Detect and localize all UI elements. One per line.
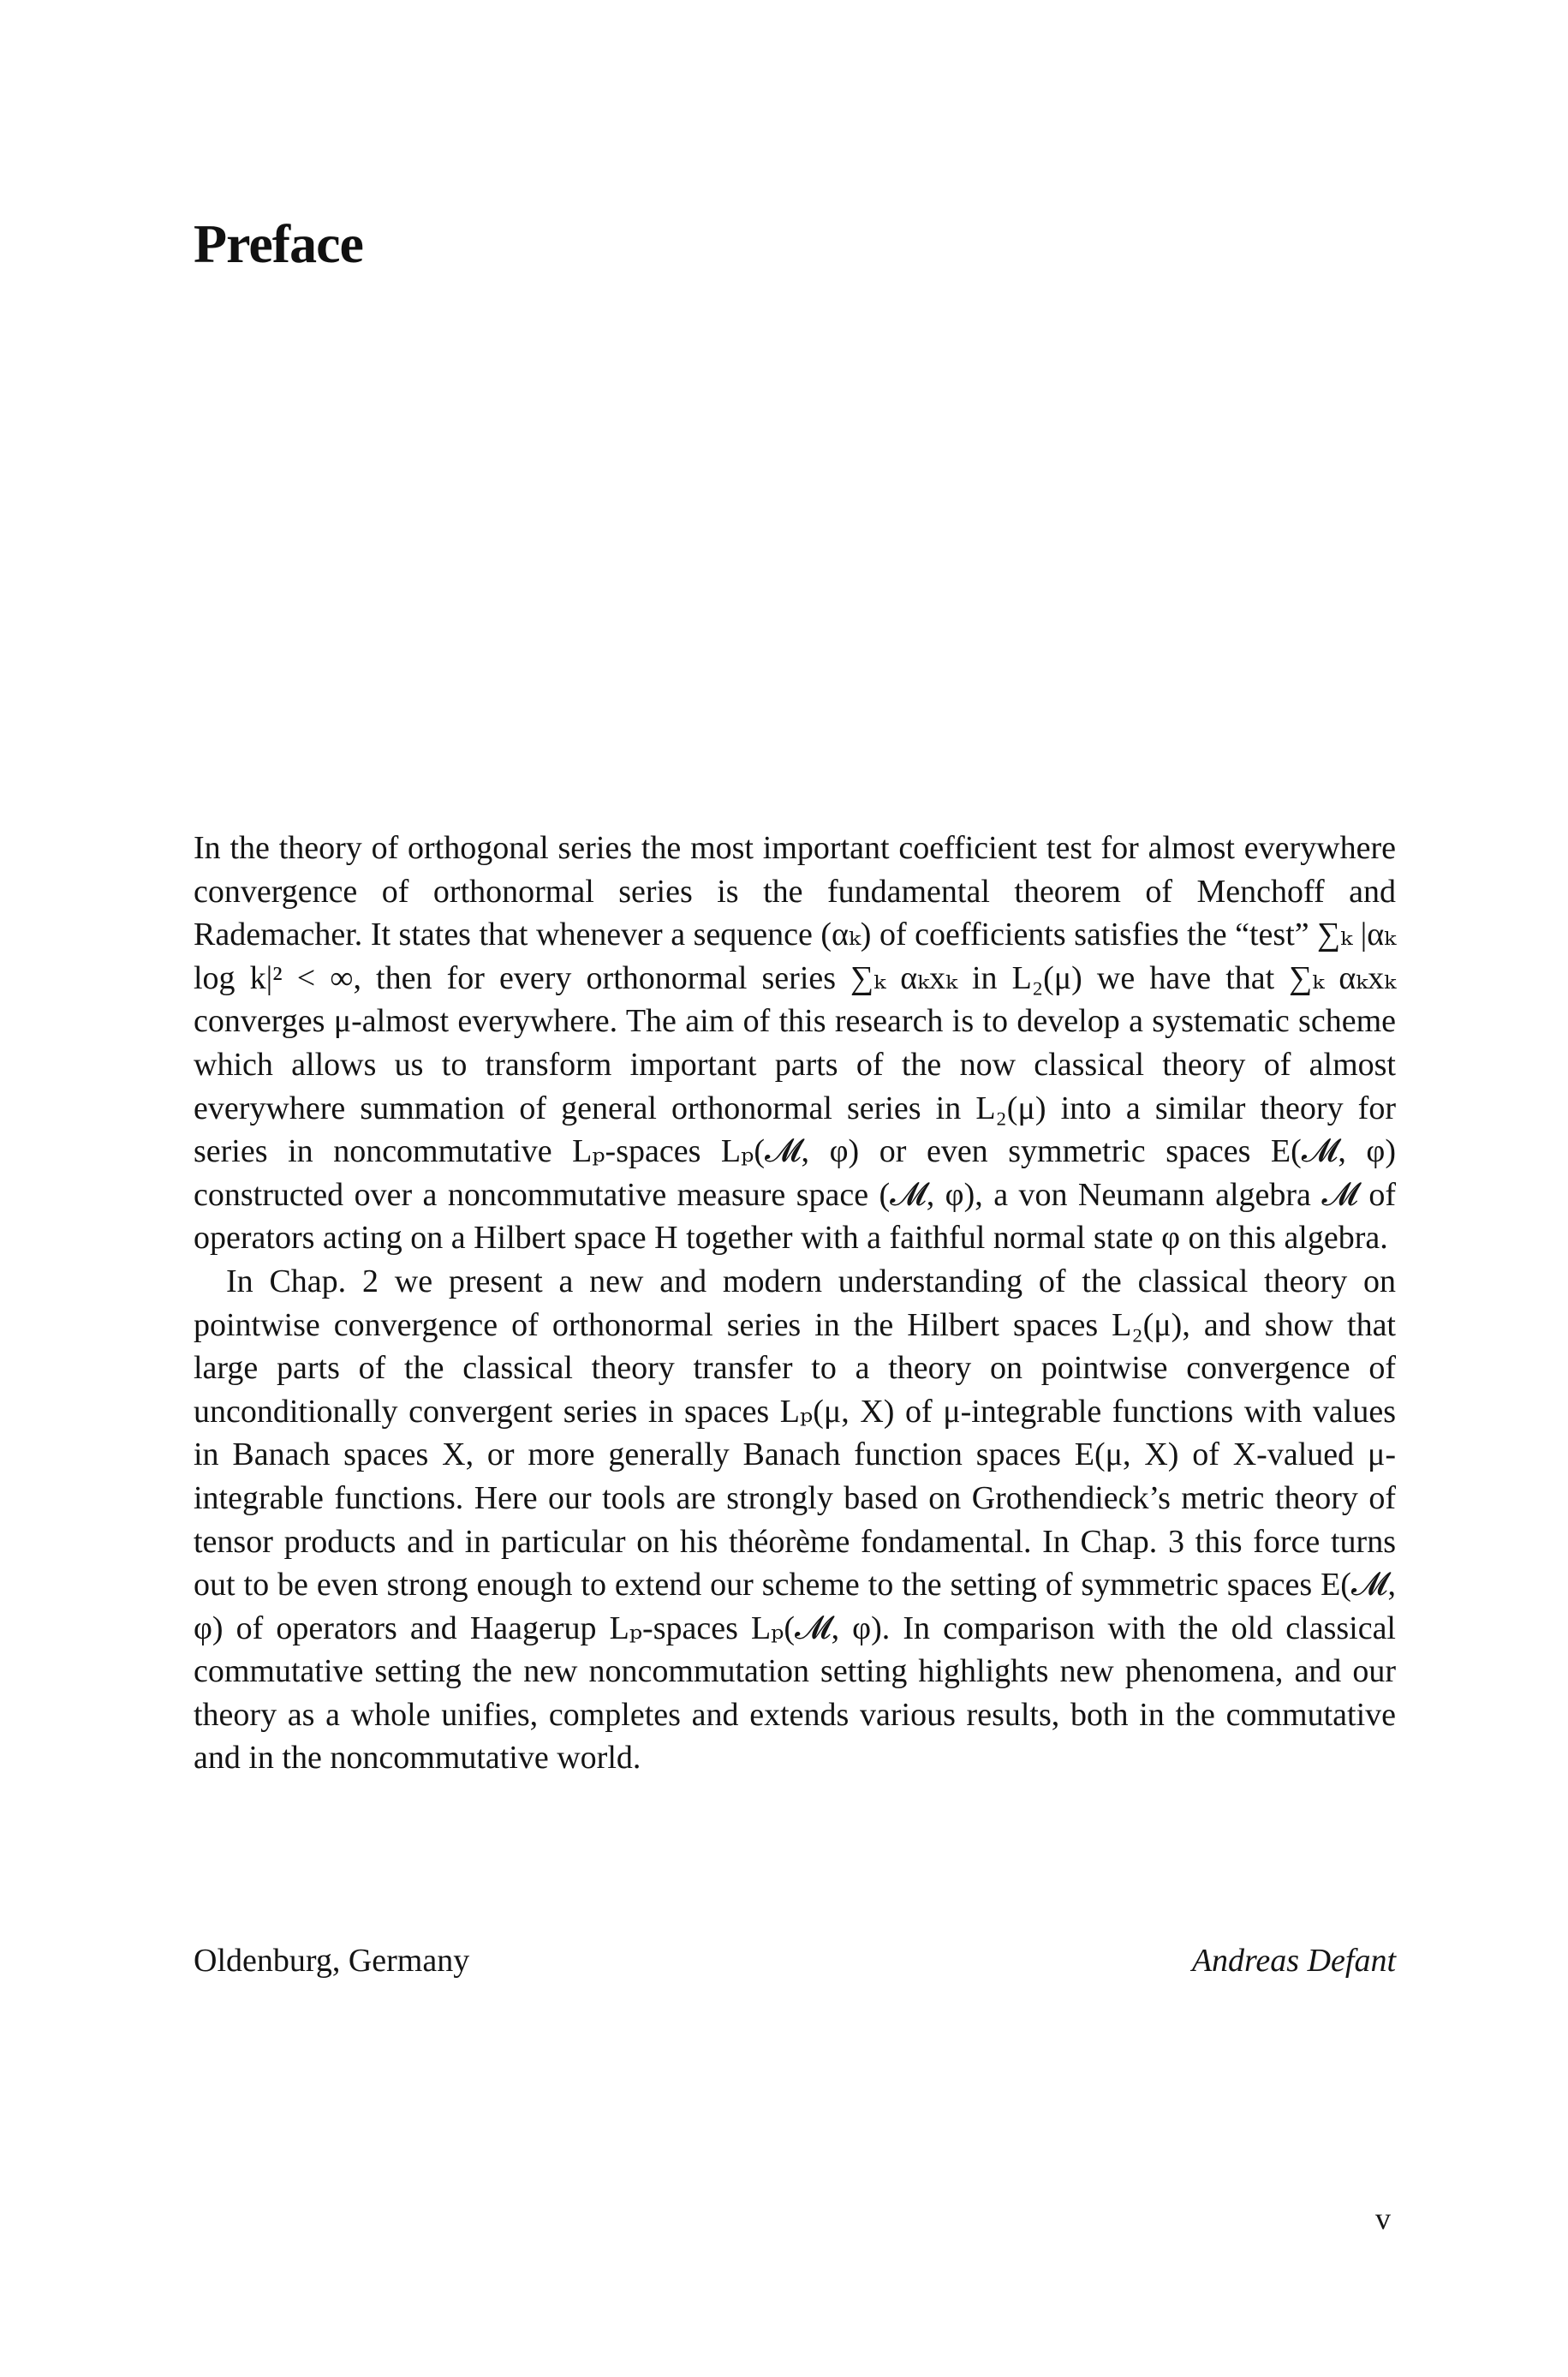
chapter-title: Preface xyxy=(194,213,363,274)
signoff-author: Andreas Defant xyxy=(1191,1943,1396,1979)
paragraph-2: In Chap. 2 we present a new and modern understanding of the classical theory on pointwise convergence of orthonormal series in the Hilbert spaces L₂(μ), and show that large parts of the classical theory transfer to a theory on pointwise convergence of unconditionally convergent series in spaces Lₚ(μ, X) of μ-integrable functions with values in Banach spaces X, or more generally Banach function spaces E(μ, X) of X-valued μ-integrable functions. Here our tools are strongly based on Grothendieck’s metric theory of tensor products and in particular on his théorème fondamental. In Chap. 3 this force turns out to be even strong enough to extend our scheme to the setting of symmetric spaces E(𝓜, φ) of operators and Haagerup Lₚ-spaces Lₚ(𝓜, φ). In comparison with the old classical commutative setting the new noncommutation setting highlights new phenomena, and our theory as a whole unifies, completes and extends various results, both in the commutative and in the noncommutative world. xyxy=(194,1263,1396,1777)
signoff-place: Oldenburg, Germany xyxy=(194,1943,470,1979)
preface-body xyxy=(194,827,1396,1780)
page-number: v xyxy=(1375,2201,1391,2236)
paragraph-1: In the theory of orthogonal series the most important coefficient test for almost everywhere convergence of orthonormal series is the fundamental theorem of Menchoff and Rademacher. It states that whenever a sequence (αₖ) of coefficients satisfies the “test” ∑ₖ |αₖ log k|² < ∞, then for every orthonormal series ∑ₖ αₖxₖ in L₂(μ) we have that ∑ₖ αₖxₖ converges μ-almost everywhere. The aim of this research is to develop a systematic scheme which allows us to transform important parts of the now classical theory of almost everywhere summation of general orthonormal series in L₂(μ) into a similar theory for series in noncommutative Lₚ-spaces Lₚ(𝓜, φ) or even symmetric spaces E(𝓜, φ) constructed over a noncommutative measure space (𝓜, φ), a von Neumann algebra 𝓜 of operators acting on a Hilbert space H together with a faithful normal state φ on this algebra. xyxy=(194,830,1396,1257)
